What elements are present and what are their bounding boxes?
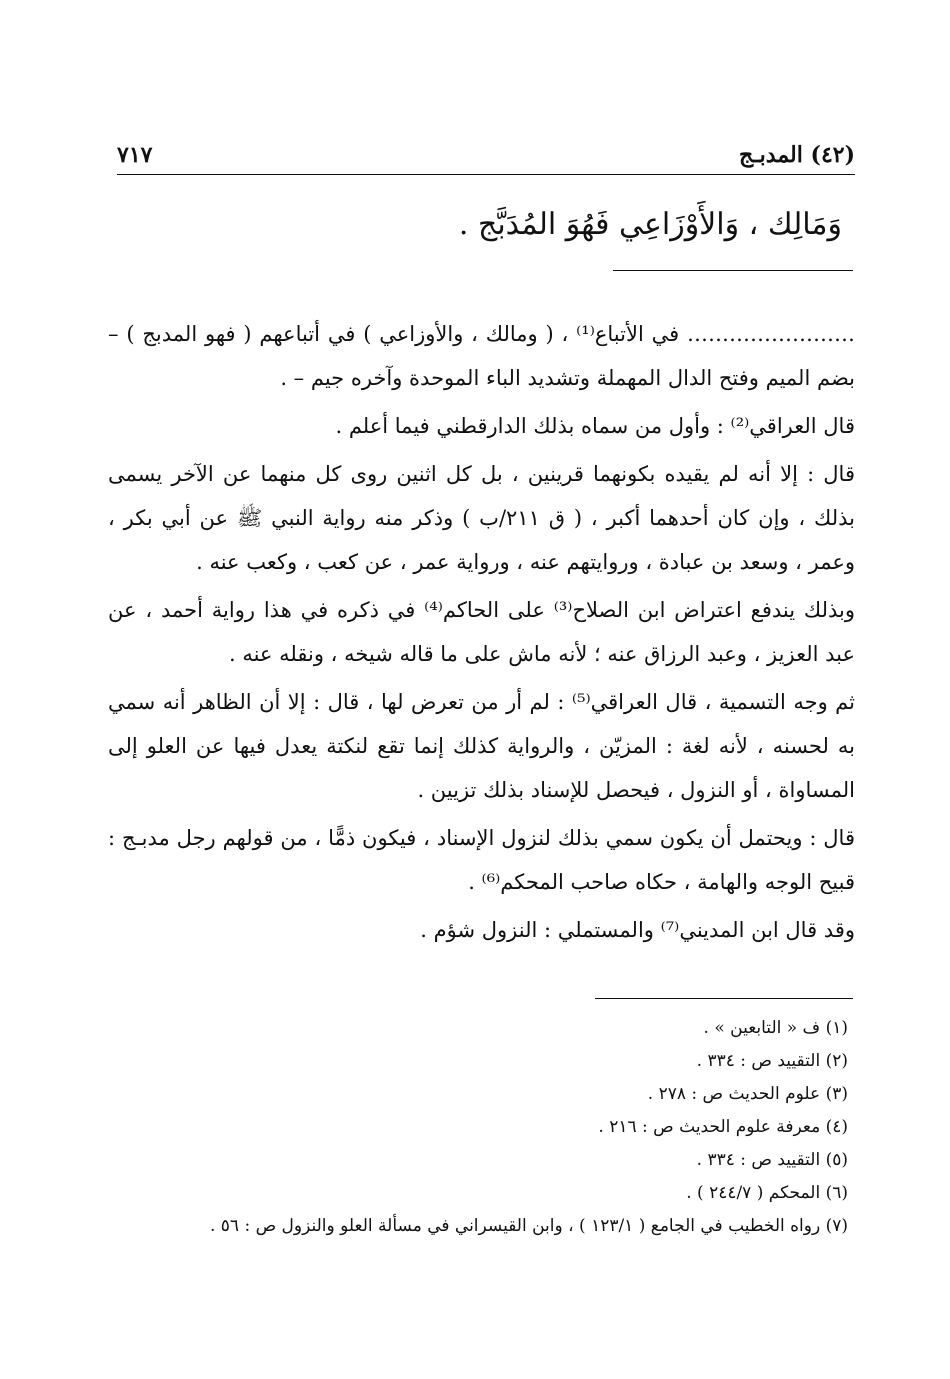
footnote: (٣) علوم الحديث ص : ٢٧٨ . (647, 1084, 848, 1104)
footnote: (٢) التقييد ص : ٣٣٤ . (696, 1051, 848, 1071)
paragraph: وبذلك يندفع اعتراض ابن الصلاح⁽³⁾ على الحاكم⁽⁴⁾ في ذكره في هذا رواية أحمد ، عن عبد العزيز ، وعبد الرزاق عنه ؛ لأنه ماش على ما قاله شيخه ، ونقله عنه . (108, 598, 856, 666)
footnote: (٧) رواه الخطيب في الجامع ( ١٢٣/١ ) ، وابن القيسراني في مسألة العلو والنزول ص : ٥٦ . (209, 1216, 848, 1236)
footnote-divider (595, 998, 853, 999)
paragraph: ثم وجه التسمية ، قال العراقي⁽⁵⁾ : لم أر من تعرض لها ، قال : إلا أن الظاهر أنه سمي به لحسنه ، لأنه لغة : المزيّن ، والرواية كذلك إنما تقع لنكتة يعدل فيها عن العلو إلى المساواة ، أو النزول ، فيحصل للإسناد بذلك تزيين . (108, 690, 856, 802)
footnote: (٥) التقييد ص : ٣٣٤ . (696, 1150, 848, 1170)
running-header (117, 140, 855, 175)
page-number: ٧١٧ (117, 142, 153, 168)
paragraph: قال : إلا أنه لم يقيده بكونهما قرينين ، بل كل اثنين روى كل منهما عن الآخر يسمى بذلك ، وإن كان أحدهما أكبر ، ( ق ٢١١/ب ) وذكر منه رواية النبي ﷺ عن أبي بكر ، وعمر ، وسعد بن عبادة ، وروايتهم عنه ، ورواية عمر ، عن كعب ، وكعب عنه . (108, 462, 856, 574)
footnote: (٦) المحكم ( ٢٤٤/٧ ) . (686, 1183, 848, 1203)
commentary-text (108, 312, 855, 956)
paragraph: قال : ويحتمل أن يكون سمي بذلك لنزول الإسناد ، فيكون ذمًّا ، من قولهم رجل مدبـج : قبيح الوجه والهامة ، حكاه صاحب المحكم⁽⁶⁾ . (108, 826, 855, 894)
paragraph: وقد قال ابن المديني⁽⁷⁾ والمستملي : النزول شؤم . (420, 918, 855, 942)
poem-verse: وَمَالِك ، وَالأَوْزَاعِي فَهُوَ المُدَبَّج . (458, 207, 842, 242)
footnote: (١) ف « التابعين » . (703, 1018, 848, 1038)
chapter-title: (٤٢) المدبـج (739, 142, 855, 168)
footnotes (108, 1012, 848, 1243)
footnote: (٤) معرفة علوم الحديث ص : ٢١٦ . (598, 1117, 848, 1137)
paragraph: …………………… في الأتباع⁽¹⁾ ، ( ومالك ، والأوزاعي ) في أتباعهم ( فهو المدبج ) – بضم الميم وفتح الدال المهملة وتشديد الباء الموحدة وآخره جيم – . (108, 322, 855, 390)
paragraph: قال العراقي⁽²⁾ : وأول من سماه بذلك الدارقطني فيما أعلم . (335, 414, 855, 438)
verse-divider (613, 270, 853, 271)
